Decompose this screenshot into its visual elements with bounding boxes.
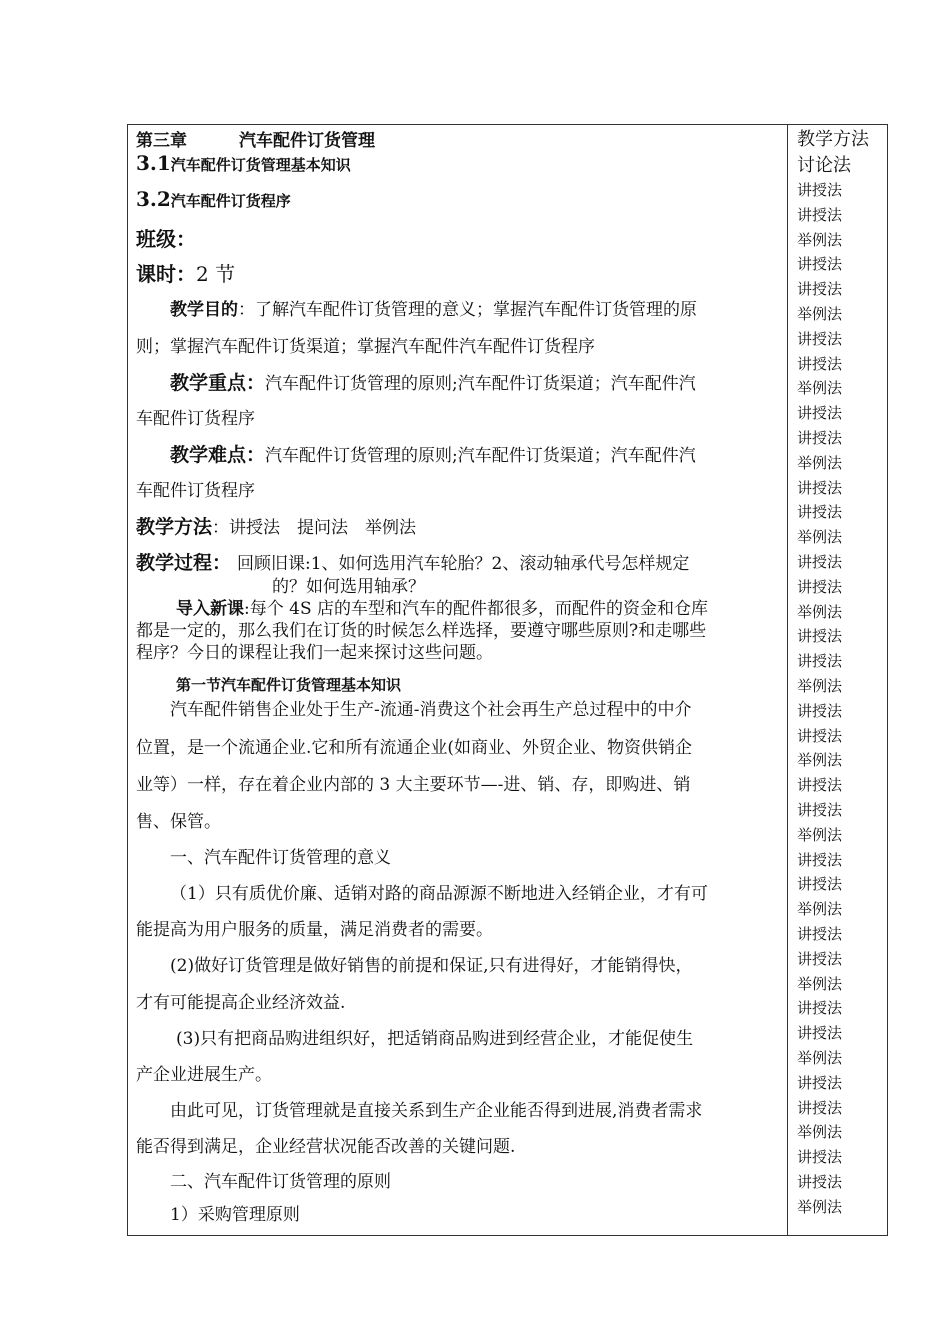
method-item: 讲授法 [797, 404, 843, 423]
method-item: 举例法 [797, 528, 843, 547]
goal-line-2: 则；掌握汽车配件订货渠道；掌握汽车配件汽车配件订货程序 [136, 337, 595, 357]
chapter-line [136, 130, 375, 152]
intro-label: 导入新课 [176, 599, 244, 619]
class-label: 班级： [136, 227, 196, 251]
paragraph-line: 产企业进展生产。 [136, 1065, 272, 1085]
process-line-2: 的？如何选用轴承？ [272, 577, 425, 597]
hours-line [136, 261, 235, 289]
paragraph-line: 才有可能提高企业经济效益. [136, 993, 346, 1013]
subheading-principles: 二、汽车配件订货管理的原则 [170, 1172, 391, 1192]
method-item: 讲授法 [797, 726, 843, 745]
method-item: 讲授法 [797, 1024, 843, 1043]
method-item: 举例法 [797, 751, 843, 770]
method-item: 讲授法 [797, 255, 843, 274]
subheading-meaning: 一、汽车配件订货管理的意义 [170, 848, 391, 868]
method-item: 讲授法 [797, 701, 843, 720]
paragraph-line: 由此可见，订货管理就是直接关系到生产企业能否得到进展,消费者需求 [170, 1101, 703, 1121]
method-item: 讲授法 [797, 553, 843, 571]
paragraph-line: 汽车配件销售企业处于生产-流通-消费这个社会再生产总过程中的中介 [170, 700, 692, 720]
section-number: 3.2 [136, 187, 171, 211]
method-item: 讲授法 [797, 577, 843, 596]
column-divider [787, 124, 788, 1236]
method-item: 举例法 [797, 1049, 843, 1067]
method-item: 讲授法 [797, 181, 843, 199]
method-item: 讲授法 [797, 1173, 843, 1191]
method-item: 举例法 [797, 1123, 843, 1142]
method-item: 讲授法 [797, 1148, 843, 1167]
paragraph-line: 位置，是一个流通企业.它和所有流通企业(如商业、外贸企业、物资供销企 [136, 738, 693, 758]
method-item: 讲授法 [797, 875, 843, 894]
method-item: 举例法 [797, 974, 843, 993]
method-item: 举例法 [797, 602, 843, 621]
method-item: 讲授法 [797, 1073, 843, 1092]
method-item: 举例法 [797, 825, 843, 844]
method-column-header: 教学方法 [797, 129, 869, 150]
intro-line-1: 导入新课:每个 4S 店的车型和汽车的配件都很多，而配件的资金和仓库 [176, 599, 708, 619]
method-item: 举例法 [797, 453, 843, 472]
section-3-1 [136, 152, 351, 176]
method-item: 讲授法 [797, 1098, 843, 1117]
intro-line-3: 程序？今日的课程让我们一起来探讨这些问题。 [136, 643, 493, 663]
process-label: 教学过程： [136, 552, 232, 574]
key-line-1: 教学重点：汽车配件订货管理的原则;汽车配件订货渠道；汽车配件汽 [170, 372, 696, 394]
method-item: 讲授法 [797, 999, 843, 1018]
hours-value: 2 节 [196, 262, 236, 286]
section-number: 3.1 [136, 151, 171, 175]
paragraph-line: (2)做好订货管理是做好销售的前提和保证,只有进得好，才能销得快， [170, 956, 693, 976]
method-item: 讲授法 [797, 354, 843, 373]
key-line-2: 车配件订货程序 [136, 409, 255, 429]
intro-line-2: 都是一定的，那么我们在订货的时候怎么样选择，要遵守哪些原则?和走哪些 [136, 621, 707, 641]
method-item: 讨论法 [797, 155, 851, 176]
method-item: 举例法 [797, 379, 843, 398]
method-item: 讲授法 [797, 801, 843, 819]
section-title: 汽车配件订货管理基本知识 [170, 156, 351, 174]
chapter-label: 第三章 [136, 131, 187, 151]
method-item: 讲授法 [797, 652, 843, 671]
goal-line-1: 教学目的：了解汽车配件订货管理的意义；掌握汽车配件订货管理的原 [170, 300, 697, 320]
method-item: 讲授法 [797, 280, 843, 299]
difficulty-label: 教学难点： [170, 444, 266, 466]
method-item: 讲授法 [797, 776, 843, 795]
paragraph-line: 售、保管。 [136, 812, 221, 832]
section-title: 汽车配件订货程序 [170, 192, 291, 210]
method-item: 举例法 [797, 230, 843, 249]
method-line: 教学方法：讲授法 提问法 举例法 [136, 516, 417, 538]
chapter-title: 汽车配件订货管理 [239, 131, 375, 151]
method-item: 讲授法 [797, 949, 843, 968]
key-label: 教学重点： [170, 372, 266, 394]
method-item: 讲授法 [797, 329, 843, 348]
method-item: 讲授法 [797, 478, 843, 497]
paragraph-line: 能提高为用户服务的质量，满足消费者的需要。 [136, 920, 493, 940]
paragraph-line: （1）只有质优价廉、适销对路的商品源源不断地进入经销企业，才有可 [170, 884, 708, 904]
difficulty-line-2: 车配件订货程序 [136, 481, 255, 501]
process-line-1: 教学过程： 回顾旧课:1、如何选用汽车轮胎？2、滚动轴承代号怎样规定 [136, 552, 690, 574]
method-item: 举例法 [797, 1197, 843, 1216]
paragraph-line: (3)只有把商品购进组织好，把适销商品购进到经营企业，才能促使生 [176, 1029, 694, 1049]
subheading-procurement: 1）采购管理原则 [170, 1205, 300, 1225]
paragraph-line: 能否得到满足，企业经营状况能否改善的关键问题. [136, 1137, 516, 1157]
section-heading: 第一节汽车配件订货管理基本知识 [176, 676, 402, 694]
method-item: 讲授法 [797, 925, 843, 943]
method-item: 讲授法 [797, 627, 843, 646]
section-3-2 [136, 188, 291, 212]
method-item: 讲授法 [797, 503, 843, 522]
method-item: 举例法 [797, 900, 843, 919]
method-label: 教学方法 [136, 516, 213, 538]
method-item: 举例法 [797, 677, 843, 695]
method-item: 举例法 [797, 305, 843, 323]
method-item: 讲授法 [797, 205, 843, 224]
method-item: 讲授法 [797, 429, 843, 447]
hours-label: 课时： [136, 262, 196, 286]
method-item: 讲授法 [797, 850, 843, 869]
paragraph-line: 业等）一样，存在着企业内部的 3 大主要环节—-进、销、存，即购进、销 [136, 775, 691, 795]
difficulty-line-1: 教学难点：汽车配件订货管理的原则;汽车配件订货渠道；汽车配件汽 [170, 444, 696, 466]
goal-label: 教学目的 [170, 300, 238, 320]
